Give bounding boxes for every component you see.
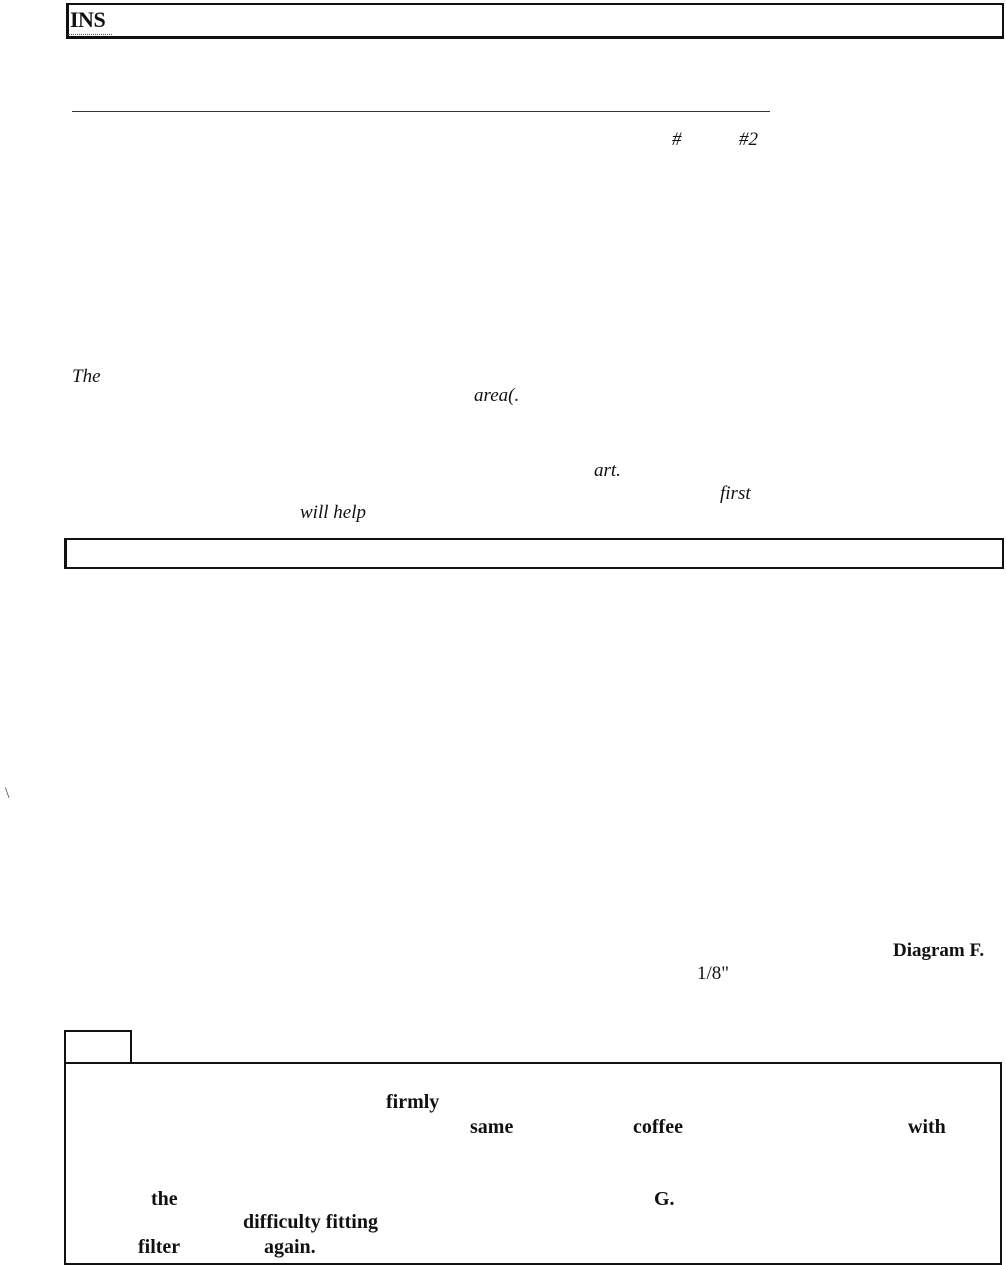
text-fragment-art: art. xyxy=(594,460,621,481)
note-word-with: with xyxy=(908,1116,946,1138)
step-number-marker: # xyxy=(672,129,682,150)
note-word-filter: filter xyxy=(138,1236,181,1258)
section-heading-box xyxy=(64,538,1004,569)
note-word-same: same xyxy=(470,1116,514,1138)
title-underline xyxy=(68,34,112,35)
note-word-the: the xyxy=(151,1188,178,1210)
measurement-label: 1/8" xyxy=(697,963,730,984)
header-box xyxy=(66,3,1004,39)
scan-artifact: \ xyxy=(5,785,10,802)
step-number-marker-2: #2 xyxy=(739,129,758,150)
note-word-again: again. xyxy=(264,1236,316,1258)
note-diagram-g: G. xyxy=(654,1188,675,1210)
horizontal-rule xyxy=(72,111,770,112)
section-title: INS xyxy=(70,7,106,32)
diagram-reference: Diagram F. xyxy=(893,940,985,961)
note-word-difficulty-fitting: difficulty fitting xyxy=(243,1211,378,1233)
note-tab xyxy=(64,1030,132,1064)
text-fragment-first: first xyxy=(720,483,751,504)
note-box xyxy=(64,1062,1002,1265)
text-fragment-the: The xyxy=(72,366,101,387)
text-fragment-will-help: will help xyxy=(300,502,366,523)
text-fragment-area: area(. xyxy=(474,385,520,406)
note-word-firmly: firmly xyxy=(386,1091,440,1113)
note-word-coffee: coffee xyxy=(633,1116,683,1138)
